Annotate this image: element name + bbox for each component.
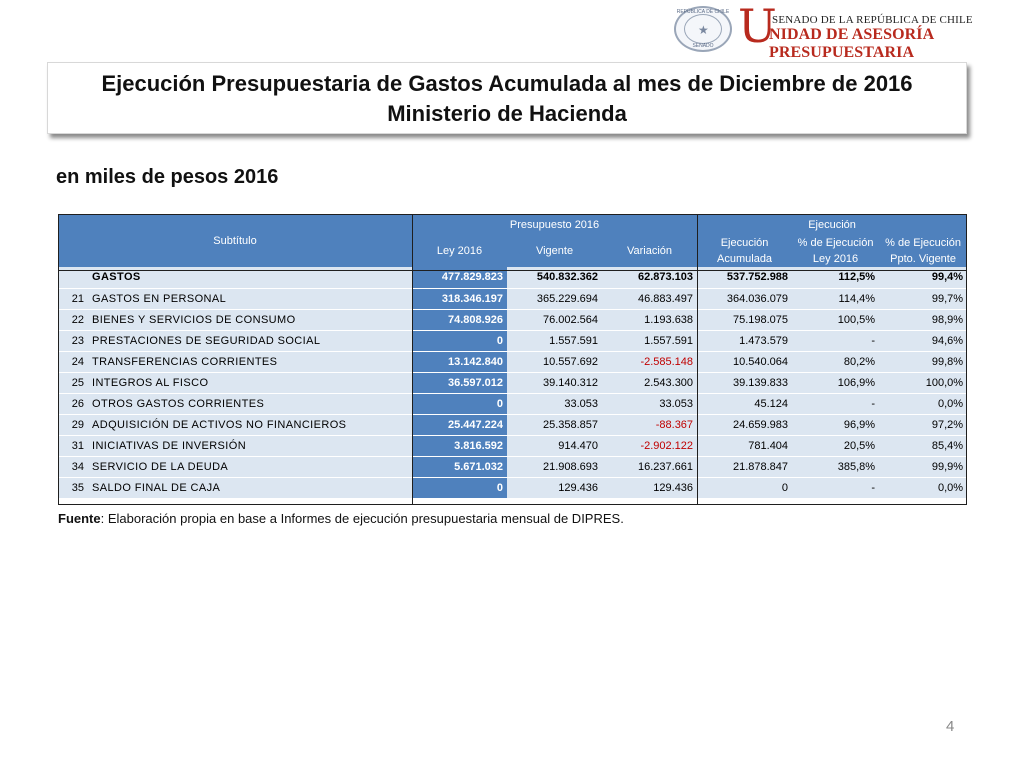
cell-ejecucion: 24.659.983: [697, 414, 792, 435]
table-row: [58, 435, 967, 456]
cell-pct-vigente: 99,9%: [879, 456, 967, 477]
cell-pct-ley: 100,5%: [792, 309, 879, 330]
header-subtitulo: Subtítulo: [58, 214, 412, 267]
cell-vigente: 39.140.312: [507, 372, 602, 393]
cell-vigente: 21.908.693: [507, 456, 602, 477]
cell-code: 35: [58, 477, 88, 498]
table-row: [58, 309, 967, 330]
cell-code: 22: [58, 309, 88, 330]
source-label: Fuente: [58, 511, 101, 526]
table-row: [58, 351, 967, 372]
cell-code: 21: [58, 288, 88, 309]
cell-variacion: -2.902.122: [602, 435, 697, 456]
cell-pct-vigente: 97,2%: [879, 414, 967, 435]
cell-vigente: 914.470: [507, 435, 602, 456]
page-subtitle-ministry: Ministerio de Hacienda: [387, 101, 627, 126]
cell-vigente: 25.358.857: [507, 414, 602, 435]
cell-ejecucion: 0: [697, 477, 792, 498]
cell-pct-vigente: 85,4%: [879, 435, 967, 456]
header-presupuesto: Presupuesto 2016: [412, 214, 697, 235]
cell-code: 29: [58, 414, 88, 435]
cell-vigente: 540.832.362: [507, 267, 602, 288]
header-ley: Ley 2016: [412, 235, 507, 267]
cell-vigente: 10.557.692: [507, 351, 602, 372]
cell-pct-vigente: 94,6%: [879, 330, 967, 351]
cell-ley: 36.597.012: [412, 372, 507, 393]
cell-ejecucion: 10.540.064: [697, 351, 792, 372]
cell-name: OTROS GASTOS CORRIENTES: [88, 393, 412, 414]
cell-pct-vigente: 99,7%: [879, 288, 967, 309]
cell-name: PRESTACIONES DE SEGURIDAD SOCIAL: [88, 330, 412, 351]
cell-name: TRANSFERENCIAS CORRIENTES: [88, 351, 412, 372]
cell-variacion: 1.557.591: [602, 330, 697, 351]
header-pct-vig-line2: Ppto. Vigente: [890, 253, 956, 265]
cell-name: GASTOS: [88, 267, 412, 288]
cell-vigente: 129.436: [507, 477, 602, 498]
cell-vigente: 33.053: [507, 393, 602, 414]
budget-table: [58, 214, 967, 499]
cell-variacion: 129.436: [602, 477, 697, 498]
cell-ejecucion: 364.036.079: [697, 288, 792, 309]
cell-code: 24: [58, 351, 88, 372]
star-icon: ★: [698, 23, 709, 37]
table-row: [58, 477, 967, 498]
header-vigente: Vigente: [507, 235, 602, 267]
page-number: 4: [946, 718, 955, 735]
table-row: [58, 330, 967, 351]
header-ejecucion-acumulada: [697, 235, 792, 267]
cell-ejecucion: 781.404: [697, 435, 792, 456]
logo-initial: U: [738, 0, 777, 53]
cell-code: 31: [58, 435, 88, 456]
cell-ejecucion: 537.752.988: [697, 267, 792, 288]
cell-ley: 13.142.840: [412, 351, 507, 372]
cell-name: SALDO FINAL DE CAJA: [88, 477, 412, 498]
table-body: [58, 267, 967, 498]
cell-name: INTEGROS AL FISCO: [88, 372, 412, 393]
cell-name: BIENES Y SERVICIOS DE CONSUMO: [88, 309, 412, 330]
header-pct-vigente: [879, 235, 967, 267]
cell-variacion: 33.053: [602, 393, 697, 414]
cell-variacion: -88.367: [602, 414, 697, 435]
seal-inner-ring: [684, 14, 722, 44]
cell-pct-vigente: 98,9%: [879, 309, 967, 330]
cell-ley: 74.808.926: [412, 309, 507, 330]
cell-pct-vigente: 99,4%: [879, 267, 967, 288]
cell-pct-vigente: 0,0%: [879, 477, 967, 498]
cell-ejecucion: 39.139.833: [697, 372, 792, 393]
cell-pct-ley: 112,5%: [792, 267, 879, 288]
cell-ejecucion: 1.473.579: [697, 330, 792, 351]
cell-ley: 0: [412, 477, 507, 498]
table-row: [58, 393, 967, 414]
units-label: en miles de pesos 2016: [56, 166, 279, 188]
cell-code: 34: [58, 456, 88, 477]
source-note: [58, 511, 624, 526]
cell-variacion: 62.873.103: [602, 267, 697, 288]
cell-ley: 318.346.197: [412, 288, 507, 309]
cell-variacion: 16.237.661: [602, 456, 697, 477]
header-ejecucion: Ejecución: [697, 214, 967, 235]
cell-name: INICIATIVAS DE INVERSIÓN: [88, 435, 412, 456]
cell-pct-ley: -: [792, 393, 879, 414]
cell-ley: 477.829.823: [412, 267, 507, 288]
page-title: Ejecución Presupuestaria de Gastos Acumulada al mes de Diciembre de 2016: [101, 71, 913, 96]
cell-variacion: -2.585.148: [602, 351, 697, 372]
cell-pct-ley: -: [792, 330, 879, 351]
cell-pct-ley: 385,8%: [792, 456, 879, 477]
header-pct-ley-line1: % de Ejecución: [797, 237, 874, 249]
cell-vigente: 365.229.694: [507, 288, 602, 309]
table-divider-ejecucion: [697, 214, 698, 505]
cell-ley: 3.816.592: [412, 435, 507, 456]
source-text: : Elaboración propia en base a Informes de ejecución presupuestaria mensual de DIPRES.: [100, 511, 624, 526]
cell-pct-ley: -: [792, 477, 879, 498]
header-pct-vig-line1: % de Ejecución: [885, 237, 961, 249]
logo-line1: SENADO DE LA REPÚBLICA DE CHILE: [772, 14, 973, 26]
cell-name: GASTOS EN PERSONAL: [88, 288, 412, 309]
cell-ley: 0: [412, 330, 507, 351]
cell-ejecucion: 45.124: [697, 393, 792, 414]
table-divider-header: [58, 270, 967, 271]
cell-pct-ley: 114,4%: [792, 288, 879, 309]
senate-seal-icon: [674, 6, 732, 52]
cell-code: 23: [58, 330, 88, 351]
cell-ley: 25.447.224: [412, 414, 507, 435]
cell-pct-vigente: 100,0%: [879, 372, 967, 393]
cell-name: SERVICIO DE LA DEUDA: [88, 456, 412, 477]
cell-code: 26: [58, 393, 88, 414]
cell-vigente: 1.557.591: [507, 330, 602, 351]
cell-variacion: 46.883.497: [602, 288, 697, 309]
table-divider-subtitulo: [412, 214, 413, 505]
title-box: [47, 62, 967, 134]
cell-name: ADQUISICIÓN DE ACTIVOS NO FINANCIEROS: [88, 414, 412, 435]
cell-pct-vigente: 0,0%: [879, 393, 967, 414]
logo-line2: NIDAD DE ASESORÍA PRESUPUESTARIA: [769, 26, 934, 61]
header-pct-ley: [792, 235, 879, 267]
seal-top-text: REPÚBLICA DE CHILE: [676, 9, 730, 15]
table-row: [58, 414, 967, 435]
table-row: [58, 456, 967, 477]
cell-ejecucion: 75.198.075: [697, 309, 792, 330]
table-row: [58, 372, 967, 393]
cell-ley: 0: [412, 393, 507, 414]
cell-pct-ley: 96,9%: [792, 414, 879, 435]
cell-variacion: 2.543.300: [602, 372, 697, 393]
cell-ley: 5.671.032: [412, 456, 507, 477]
cell-variacion: 1.193.638: [602, 309, 697, 330]
header-ejec-acum-line1: Ejecución: [720, 237, 769, 249]
cell-pct-ley: 80,2%: [792, 351, 879, 372]
cell-pct-vigente: 99,8%: [879, 351, 967, 372]
cell-ejecucion: 21.878.847: [697, 456, 792, 477]
cell-vigente: 76.002.564: [507, 309, 602, 330]
header-pct-ley-line2: Ley 2016: [812, 253, 859, 265]
cell-pct-ley: 20,5%: [792, 435, 879, 456]
seal-bottom-text: SENADO: [692, 43, 714, 49]
senate-logo: [672, 0, 1020, 61]
header-variacion: Variación: [602, 235, 697, 267]
cell-code: 25: [58, 372, 88, 393]
cell-pct-ley: 106,9%: [792, 372, 879, 393]
table-row: [58, 288, 967, 309]
header-ejec-acum-line2: Acumulada: [717, 253, 773, 265]
